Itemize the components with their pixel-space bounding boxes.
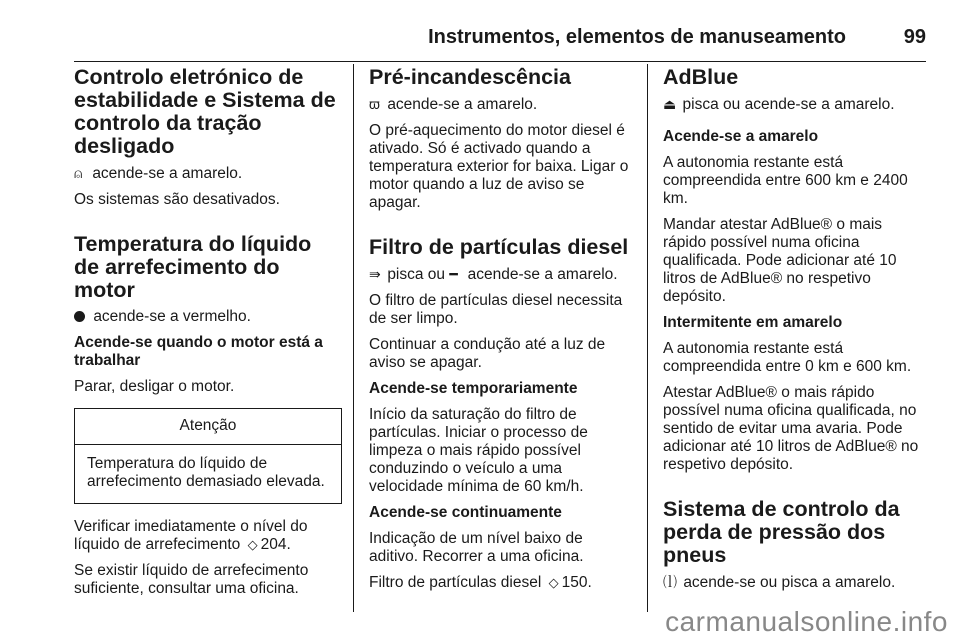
adblue-blink-subheading: Intermitente em amarelo [663, 314, 843, 331]
coolant-subheading: Acende-se quando o motor está a trabalhar [74, 334, 323, 369]
dpf-icon: ⇛ [369, 266, 381, 282]
dpf-temporary-subheading: Acende-se temporariamente [369, 380, 578, 397]
coolant-indicator-icon [74, 311, 85, 322]
page-reference-icon: ◇ [548, 575, 559, 590]
preheat-heading: Pré-incandescência [369, 65, 571, 89]
esc-status [74, 164, 342, 183]
coolant-status [74, 308, 342, 326]
column-divider [353, 64, 354, 612]
dpf-additive-icon: ━ [449, 266, 458, 282]
watermark: carmanualsonline.info [665, 606, 948, 637]
page-title: Instrumentos, elementos de manuseamento [428, 26, 846, 48]
adblue-blink-action: Atestar AdBlue® o mais rápido possível numa oficina qualificada, no sentido de evitar uma avaria. Pode adicionar até 10 litros de AdBlue® no respetivo depósito. [663, 384, 919, 473]
column-middle [369, 64, 635, 600]
esc-off-icon: ⍝ [74, 165, 83, 181]
tire-pressure-icon: ⒧ [663, 574, 677, 590]
dpf-continuous-subheading: Acende-se continuamente [369, 504, 562, 521]
column-left [74, 64, 342, 606]
warning-box [74, 408, 342, 504]
page-reference-icon: ◇ [247, 537, 258, 552]
dpf-cleaning-text: O filtro de partículas diesel necessita de ser limpo. [369, 292, 623, 327]
page-number: 99 [903, 26, 926, 48]
esc-status-text: acende-se a amarelo. [92, 165, 243, 182]
dpf-page-ref[interactable]: 150. [561, 574, 592, 591]
adblue-icon: ⏏ [663, 96, 677, 112]
coolant-status-text: acende-se a vermelho. [93, 308, 251, 325]
column-right [663, 64, 925, 600]
preheat-status: ϖ acende-se a amarelo. [369, 96, 538, 113]
dpf-reference: Filtro de partículas diesel ◇ 150. [369, 574, 592, 591]
esc-heading: Controlo eletrónico de estabilidade e Sistema de controlo da tração desligado [74, 65, 336, 158]
warning-body: Temperatura do líquido de arrefecimento demasiado elevada. [87, 455, 325, 490]
adblue-amber-range: A autonomia restante está compreendida entre 600 km e 2400 km. [663, 154, 908, 207]
tpms-status: ⒧ acende-se ou pisca a amarelo. [663, 574, 896, 591]
adblue-status: ⏏ pisca ou acende-se a amarelo. [663, 96, 895, 113]
coolant-workshop-text: Se existir líquido de arrefecimento suficiente, consultar uma oficina. [74, 562, 309, 597]
column-divider [647, 64, 648, 612]
glow-plug-icon: ϖ [369, 96, 380, 112]
adblue-amber-subheading: Acende-se a amarelo [663, 128, 819, 145]
coolant-check-text: Verificar imediatamente o nível do líquido de arrefecimento ◇ 204. [74, 518, 308, 553]
dpf-status: ⇛ pisca ou ━ acende-se a amarelo. [369, 266, 618, 283]
coolant-instruction: Parar, desligar o motor. [74, 378, 235, 395]
dpf-continue-text: Continuar a condução até a luz de aviso se apagar. [369, 336, 606, 371]
dpf-heading: Filtro de partículas diesel [369, 235, 629, 259]
warning-title: Atenção [75, 409, 341, 445]
coolant-heading: Temperatura do líquido de arrefecimento do motor [74, 232, 312, 302]
adblue-blink-range: A autonomia restante está compreendida entre 0 km e 600 km. [663, 340, 912, 375]
tpms-heading: Sistema de controlo da perda de pressão dos pneus [663, 497, 900, 567]
adblue-heading: AdBlue [663, 65, 739, 89]
page-header [74, 18, 926, 62]
coolant-page-ref[interactable]: 204. [260, 536, 291, 553]
dpf-temporary-text: Início da saturação do filtro de partículas. Iniciar o processo de limpeza o mais rápido possível conduzindo o veículo a uma velocidade mínima de 60 km/h. [369, 406, 588, 495]
preheat-description: O pré-aquecimento do motor diesel é ativado. Só é activado quando a temperatura exterior for baixa. Ligar o motor quando a luz de aviso se apagar. [369, 122, 629, 211]
esc-description: Os sistemas são desativados. [74, 191, 280, 208]
dpf-continuous-text: Indicação de um nível baixo de aditivo. Recorrer a uma oficina. [369, 530, 584, 565]
adblue-amber-action: Mandar atestar AdBlue® o mais rápido possível numa oficina qualificada. Pode adicionar até 10 litros de AdBlue® no respetivo depósito. [663, 216, 897, 305]
